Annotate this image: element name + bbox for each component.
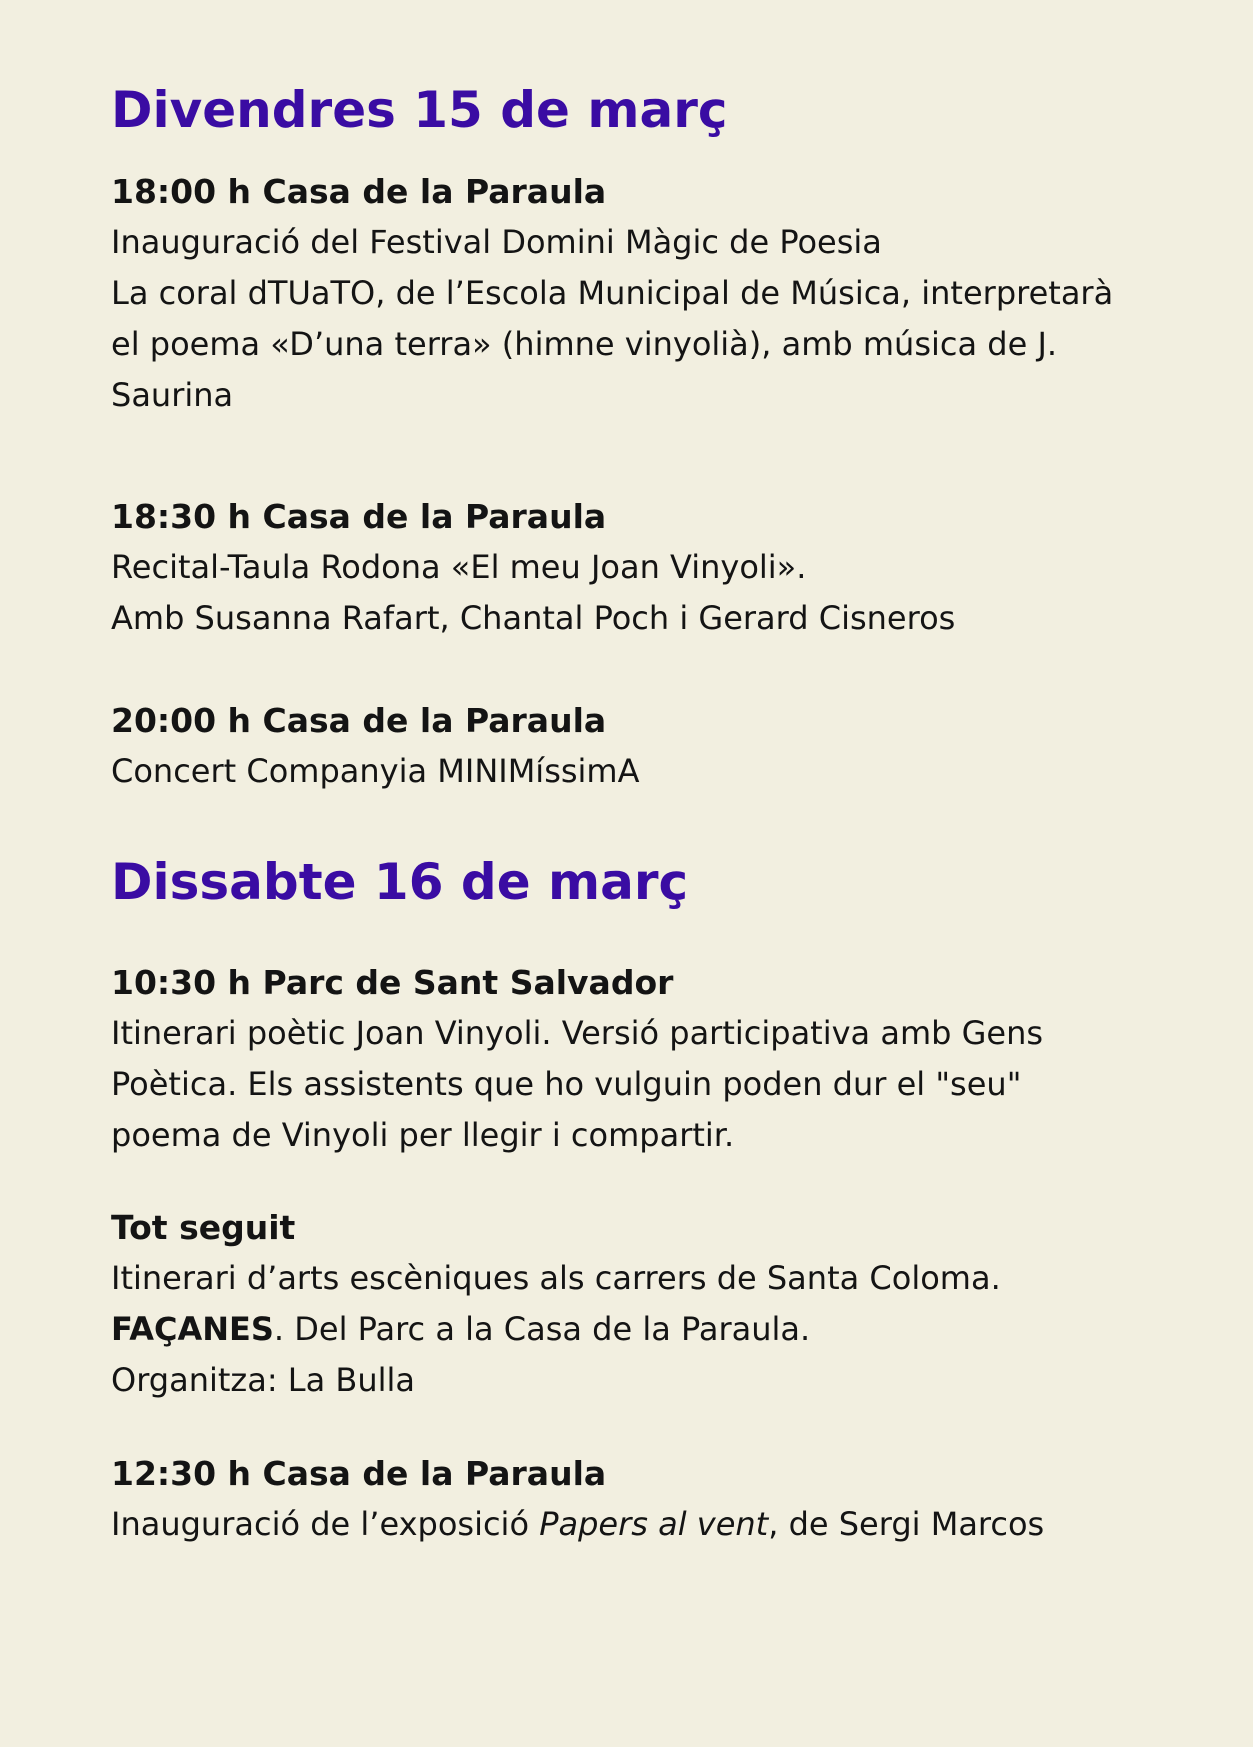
event-organizer: Organitza: La Bulla — [111, 1361, 416, 1399]
expo-title: Papers al vent — [539, 1505, 769, 1543]
event-description-line: Inauguració del Festival Domini Màgic de Poesia — [111, 223, 882, 261]
event-description-line: Recital-Taula Rodona «El meu Joan Vinyoli». — [111, 548, 807, 586]
event-1030 — [111, 957, 1191, 1161]
event-1800 — [111, 166, 1191, 421]
event-description-line: poema de Vinyoli per llegir i compartir. — [111, 1116, 735, 1154]
event-time-venue: 20:00 h Casa de la Paraula — [111, 701, 607, 740]
event-description-line: el poema «D’una terra» (himne vinyolià), amb música de J. — [111, 325, 1058, 363]
event-description-line: Saurina — [111, 376, 234, 414]
event-description-line — [111, 1499, 1191, 1550]
day-heading-friday: Divendres 15 de març — [111, 81, 728, 139]
event-time-venue: 18:00 h Casa de la Paraula — [111, 172, 607, 211]
event-description-line: Poètica. Els assistents que ho vulguin poden dur el "seu" — [111, 1065, 1022, 1103]
event-1230 — [111, 1448, 1191, 1550]
event-description-line: Amb Susanna Rafart, Chantal Poch i Gerard Cisneros — [111, 599, 956, 637]
event-description-line: Itinerari poètic Joan Vinyoli. Versió participativa amb Gens — [111, 1014, 1044, 1052]
expo-prefix: Inauguració de l’exposició — [111, 1505, 540, 1543]
event-tot-seguit — [111, 1202, 1191, 1406]
facanes-route: . Del Parc a la Casa de la Paraula. — [273, 1310, 811, 1348]
event-time-venue: 12:30 h Casa de la Paraula — [111, 1454, 607, 1493]
event-description-line: Concert Companyia MINIMíssimA — [111, 752, 640, 790]
event-2000 — [111, 695, 1191, 797]
day-heading-saturday: Dissabte 16 de març — [111, 853, 689, 911]
event-1830 — [111, 491, 1191, 644]
event-description-line: La coral dTUaTO, de l’Escola Municipal de Música, interpretarà — [111, 274, 1114, 312]
event-time-venue: 18:30 h Casa de la Paraula — [111, 497, 607, 536]
event-description-line: Itinerari d’arts escèniques als carrers de Santa Coloma. — [111, 1259, 1001, 1297]
event-time-venue: 10:30 h Parc de Sant Salvador — [111, 963, 674, 1002]
facanes-title: FAÇANES — [111, 1310, 274, 1348]
event-time-venue: Tot seguit — [111, 1208, 296, 1247]
expo-suffix: , de Sergi Marcos — [768, 1505, 1045, 1543]
event-description-line — [111, 1304, 1191, 1355]
